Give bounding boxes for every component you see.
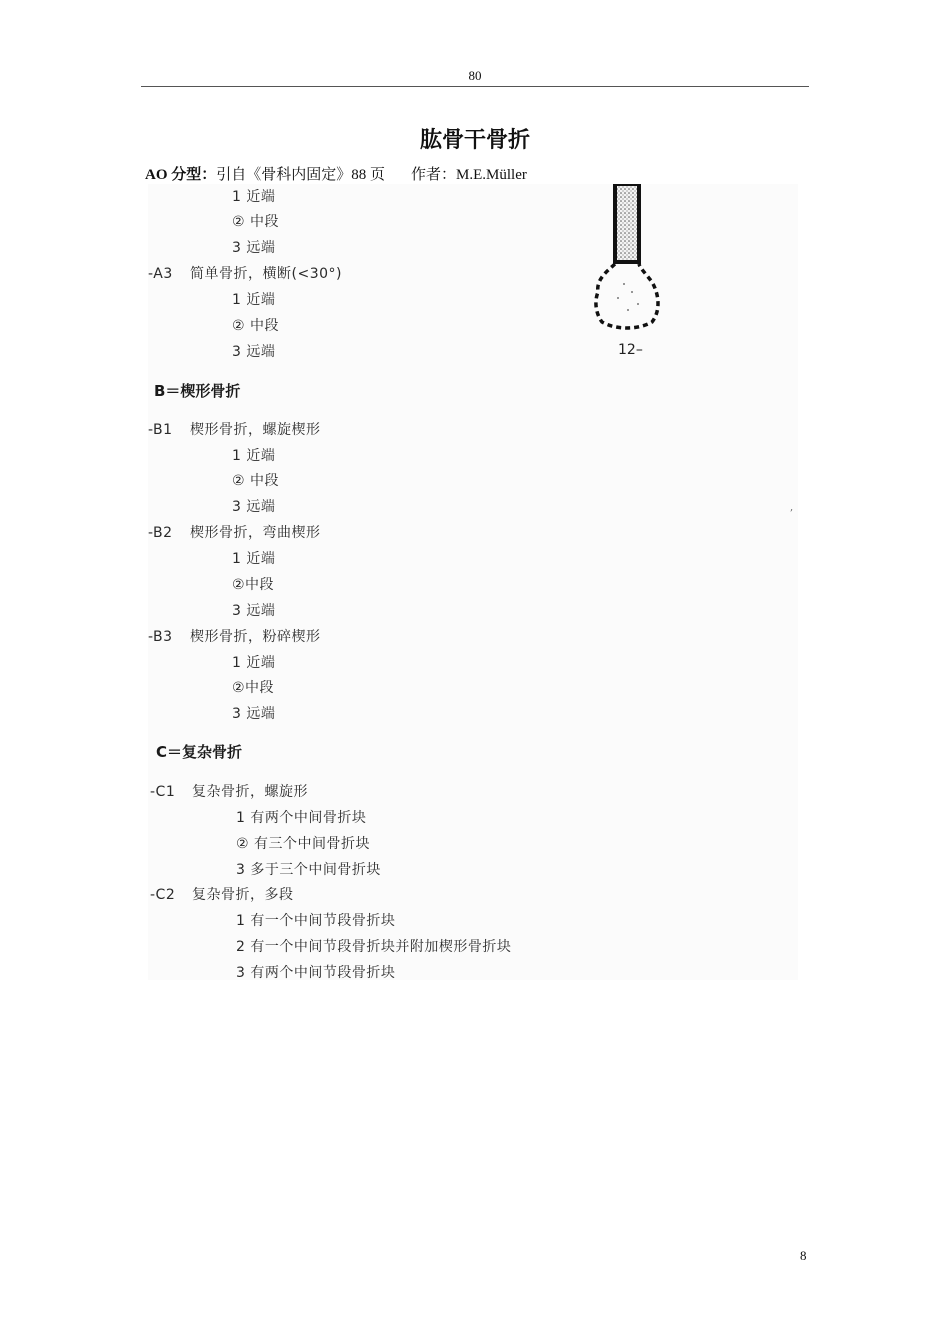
page-footer-number: 8 — [800, 1248, 807, 1263]
list-item: -B1 楔形骨折，螺旋楔形 — [148, 422, 321, 438]
list-item: 1 近端 — [232, 189, 276, 205]
list-item: 1 近端 — [232, 292, 276, 308]
list-item: ② 中段 — [232, 318, 280, 334]
list-item: 1 近端 — [232, 448, 276, 464]
list-item: -B3 楔形骨折，粉碎楔形 — [148, 629, 321, 645]
list-item: 3 多于三个中间骨折块 — [236, 862, 381, 878]
header-rule — [141, 86, 809, 87]
list-item: ② 中段 — [232, 473, 280, 489]
figure-label: 12– — [618, 342, 643, 358]
list-item: ② 中段 — [232, 214, 280, 230]
list-item: ②中段 — [232, 577, 275, 593]
list-item: 3 远端 — [232, 240, 276, 256]
scan-speck: , — [790, 502, 794, 513]
list-item: 3 远端 — [232, 344, 276, 360]
list-item: ② 有三个中间骨折块 — [236, 836, 371, 852]
section-b-heading: B＝楔形骨折 — [154, 382, 241, 400]
source-line — [145, 163, 527, 184]
list-item: 3 有两个中间节段骨折块 — [236, 965, 396, 981]
list-item: 1 近端 — [232, 655, 276, 671]
list-item: 3 远端 — [232, 499, 276, 515]
section-c-heading: C＝复杂骨折 — [156, 743, 243, 761]
scanned-classification-block — [148, 184, 798, 980]
list-item: 3 远端 — [232, 706, 276, 722]
list-item: -C1 复杂骨折，螺旋形 — [150, 784, 308, 800]
source-citation: 引自《骨科内固定》88 页 — [216, 167, 386, 183]
list-item: 1 有一个中间节段骨折块 — [236, 913, 396, 929]
list-item: 1 近端 — [232, 551, 276, 567]
list-item: ②中段 — [232, 680, 275, 696]
author-name: M.E.Müller — [456, 167, 527, 183]
list-item: 3 远端 — [232, 603, 276, 619]
list-item: -B2 楔形骨折，弯曲楔形 — [148, 525, 321, 541]
page-header-number: 80 — [468, 68, 482, 83]
page-title: 肱骨干骨折 — [419, 128, 530, 153]
author-label: 作者： — [411, 167, 457, 183]
source-label: AO 分型： — [145, 167, 217, 183]
list-item: -A3 简单骨折，横断(<30°) — [148, 266, 342, 282]
humerus-fracture-figure — [588, 184, 688, 364]
list-item: 1 有两个中间骨折块 — [236, 810, 367, 826]
list-item: 2 有一个中间节段骨折块并附加楔形骨折块 — [236, 939, 512, 955]
list-item: -C2 复杂骨折，多段 — [150, 887, 294, 903]
